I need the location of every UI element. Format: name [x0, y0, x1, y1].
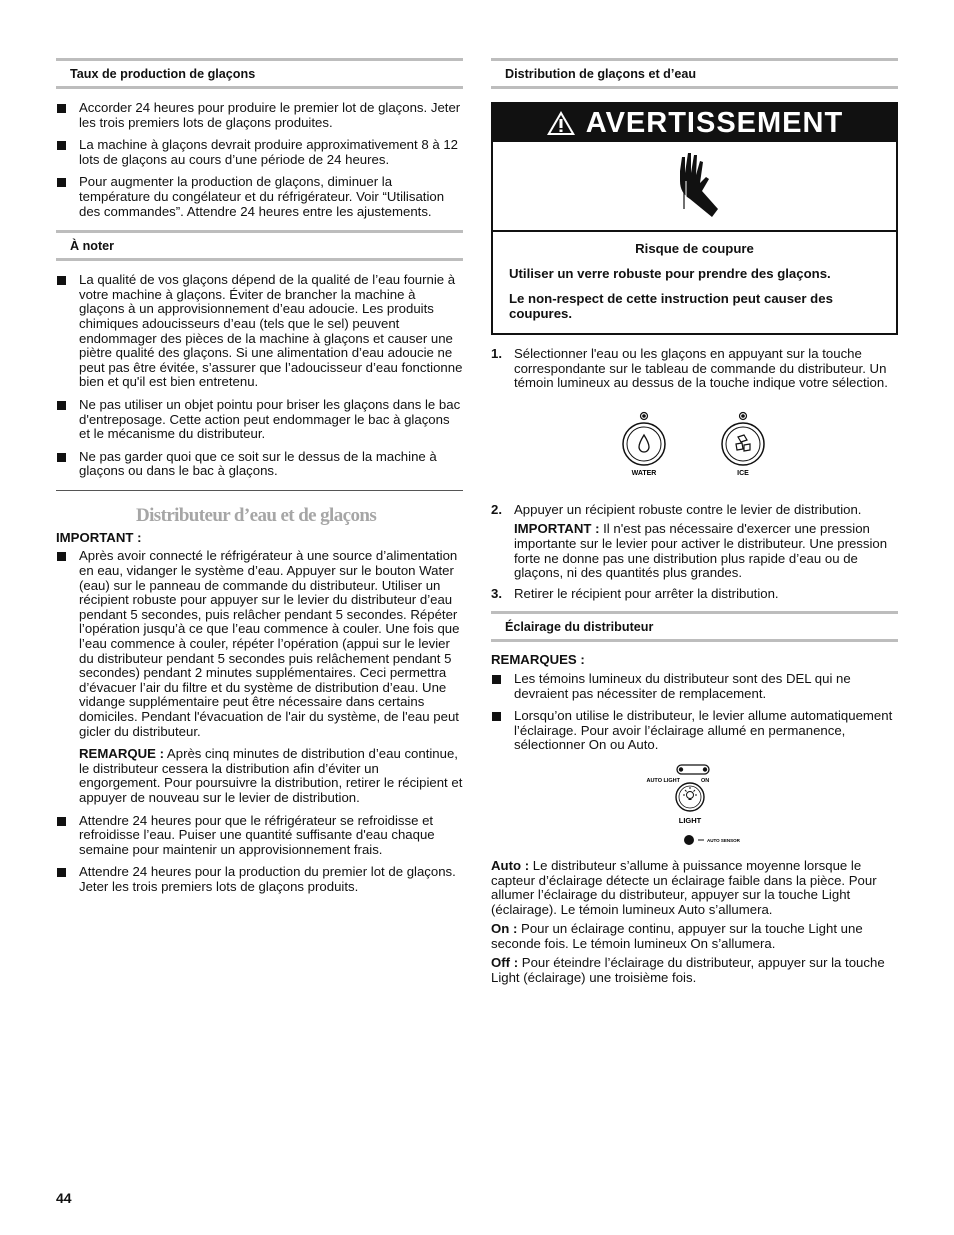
list-item: Attendre 24 heures pour que le réfrigérateur se refroidisse et refroidisse l’eau. Puiser une quantité suffisante d'eau chaque semaine pour maintenir un approvisionnement frais. [56, 814, 463, 858]
steps-list-a [491, 347, 898, 391]
note-list [56, 273, 463, 479]
auto-text: Le distributeur s’allume à puissance moyenne lorsque le capteur d’éclairage détecte un éclairage faible dans la pièce. Pour allumer l’éclairage du distributeur, appuyer sur la touche Light (éclairage). Le témoin lumineux Auto s’allumera. [491, 857, 877, 917]
warning-box [491, 102, 898, 335]
hand-cut-icon [660, 151, 730, 221]
section-heading-distribution: Distribution de glaçons et d’eau [491, 58, 898, 89]
step-important-label: IMPORTANT : [514, 521, 600, 537]
step-number: 3. [491, 585, 502, 601]
warning-line-3: Le non-respect de cette instruction peut causer des coupures. [509, 291, 833, 321]
list-item: Lorsqu’on utilise le distributeur, le levier allume automatiquement l’éclairage. Pour avoir l’éclairage allumé en permanence, sélectionner On ou Auto. [491, 709, 898, 753]
list-item: La machine à glaçons devrait produire approximativement 8 à 12 lots de glaçons au cours d’une période de 24 heures. [56, 138, 463, 167]
step-text: Retirer le récipient pour arrêter la distribution. [514, 585, 779, 601]
list-item: Ne pas garder quoi que ce soit sur le dessus de la machine à glaçons ou dans le bac à glaçons. [56, 450, 463, 479]
list-item-text: Après avoir connecté le réfrigérateur à une source d’alimentation en eau, vidanger le système d’eau. Appuyer sur le bouton Water (eau) sur le panneau de commande du distributeur. Utiliser un récipient robuste pour appuyer sur le levier du distributeur d’eau pendant 5 secondes, puis relâcher pendant 5 secondes. Répéter l’opération jusqu’à ce que l’eau commence à couler. Une fois que l’eau commence à couler, répéter l’opération (appui sur le levier du distributeur pendant 5 secondes puis relâchement pendant 5 secondes) pendant 2 minutes supplémentaires. Ceci permettra d’évacuer l’air du filtre et du système de distribution d’eau. Une vidange supplémentaire peut être nécessaire dans certains domiciles. Pendant l'évacuation de l'air du système, de l'eau peut gicler du distributeur. [79, 548, 460, 739]
section-heading-ice-rate: Taux de production de glaçons [56, 58, 463, 89]
warning-header [493, 104, 896, 142]
water-label: WATER [631, 469, 657, 477]
remark-text: Après cinq minutes de distribution d’eau continue, le distributeur cessera la distribution afin d’éviter un engorgement. Pour poursuivre la distribution, retirer le récipient et appuyer de nouveau sur le levier de distribution. [79, 746, 463, 805]
divider [56, 490, 463, 491]
warning-title: AVERTISSEMENT [585, 107, 844, 139]
water-button[interactable] [623, 412, 665, 465]
on-text: Pour un éclairage continu, appuyer sur la touche Light une seconde fois. Le témoin lumineux On s’allumera. [491, 921, 863, 951]
list-item [56, 549, 463, 805]
auto-light-indicator [679, 767, 683, 771]
light-panel-svg [491, 761, 898, 859]
warning-triangle-icon [546, 110, 576, 136]
dispenser-list [56, 549, 463, 894]
right-column [491, 58, 898, 991]
off-mode-label: Off : [491, 955, 519, 971]
light-button[interactable] [676, 783, 704, 811]
warning-icon-area [493, 142, 896, 232]
step-item [491, 587, 898, 602]
light-figure [491, 761, 898, 859]
steps-list-b [491, 503, 898, 602]
list-item: La qualité de vos glaçons dépend de la qualité de l’eau fournie à votre machine à glaçons. Éviter de brancher la machine à glaçons à un approvisionnement d’eau adoucie. Les produits chimiques adoucisseurs d’eau (tels que le sel) peuvent endommager des pièces de la machine à glaçons et causer une piètre qualité des glaçons. Si une alimentation d’eau adoucie ne peut pas être évitée, s’assurer que l’adoucisseur d’eau fonctionne bien et qu'il est bien entretenu. [56, 273, 463, 390]
warning-body [493, 232, 896, 333]
list-item: Accorder 24 heures pour produire le premier lot de glaçons. Jeter les trois premiers lots de glaçons produites. [56, 101, 463, 130]
list-item: Attendre 24 heures pour la production du premier lot de glaçons. Jeter les trois premiers lots de glaçons produits. [56, 865, 463, 894]
warning-line-1: Risque de coupure [635, 241, 754, 256]
important-label: IMPORTANT : [56, 529, 142, 545]
step-important [514, 522, 898, 580]
step-number: 2. [491, 501, 502, 517]
auto-sensor-dot [684, 835, 694, 845]
step-text: Sélectionner l'eau ou les glaçons en appuyant sur la touche correspondante sur le tableau de commande du distributeur. Un témoin lumineux au dessus de la touche indique votre sélection. [514, 346, 888, 391]
water-ice-figure [491, 397, 898, 497]
step-item [491, 347, 898, 391]
section-heading-note: À noter [56, 230, 463, 261]
off-paragraph [491, 956, 898, 985]
section-heading-lighting: Éclairage du distributeur [491, 611, 898, 642]
off-text: Pour éteindre l’éclairage du distributeur, appuyer sur la touche Light (éclairage) une troisième fois. [491, 955, 885, 986]
auto-paragraph [491, 859, 898, 917]
step-text: Appuyer un récipient robuste contre le levier de distribution. [514, 501, 862, 517]
ice-rate-list [56, 101, 463, 219]
step-number: 1. [491, 346, 502, 361]
light-bulb-icon [683, 787, 697, 800]
remark-label: REMARQUE : [79, 746, 164, 762]
auto-light-label: AUTO LIGHT [646, 777, 680, 784]
auto-sensor-label: AUTO SENSOR [707, 837, 740, 843]
ice-label: ICE [737, 469, 749, 477]
remarks-label: REMARQUES : [491, 652, 585, 668]
ice-cubes-icon [736, 435, 750, 451]
page-number: 44 [56, 1190, 72, 1206]
water-drop-icon [639, 435, 649, 452]
list-item: Pour augmenter la production de glaçons, diminuer la température du congélateur et du réfrigérateur. Voir “Utilisation des commandes”. Attendre 24 heures entre les ajustements. [56, 175, 463, 219]
water-ice-buttons-svg [491, 397, 898, 497]
on-label: ON [701, 777, 710, 784]
dispenser-title: Distributeur d’eau et de glaçons [136, 504, 377, 526]
warning-line-2: Utiliser un verre robuste pour prendre des glaçons. [509, 266, 831, 281]
on-paragraph [491, 922, 898, 951]
auto-label: Auto : [491, 857, 530, 873]
on-mode-label: On : [491, 921, 518, 937]
list-item: Ne pas utiliser un objet pointu pour briser les glaçons dans le bac d'entreposage. Cette action peut endommager le bac à glaçons et le mécanisme du distributeur. [56, 398, 463, 442]
light-label: LIGHT [678, 815, 702, 825]
ice-button[interactable] [722, 412, 764, 465]
remark-paragraph [79, 747, 463, 805]
step-important-text: Il n'est pas nécessaire d'exercer une pression importante sur le levier pour activer le distributeur. Une pression forte ne donne pas une distribution plus rapide d’eau ou de glaçons, ni des quantités plus grandes. [514, 521, 888, 581]
lighting-list [491, 672, 898, 753]
left-column [56, 58, 463, 903]
on-indicator [703, 767, 707, 771]
list-item: Les témoins lumineux du distributeur sont des DEL qui ne devraient pas nécessiter de remplacement. [491, 672, 898, 701]
step-item [491, 503, 898, 581]
